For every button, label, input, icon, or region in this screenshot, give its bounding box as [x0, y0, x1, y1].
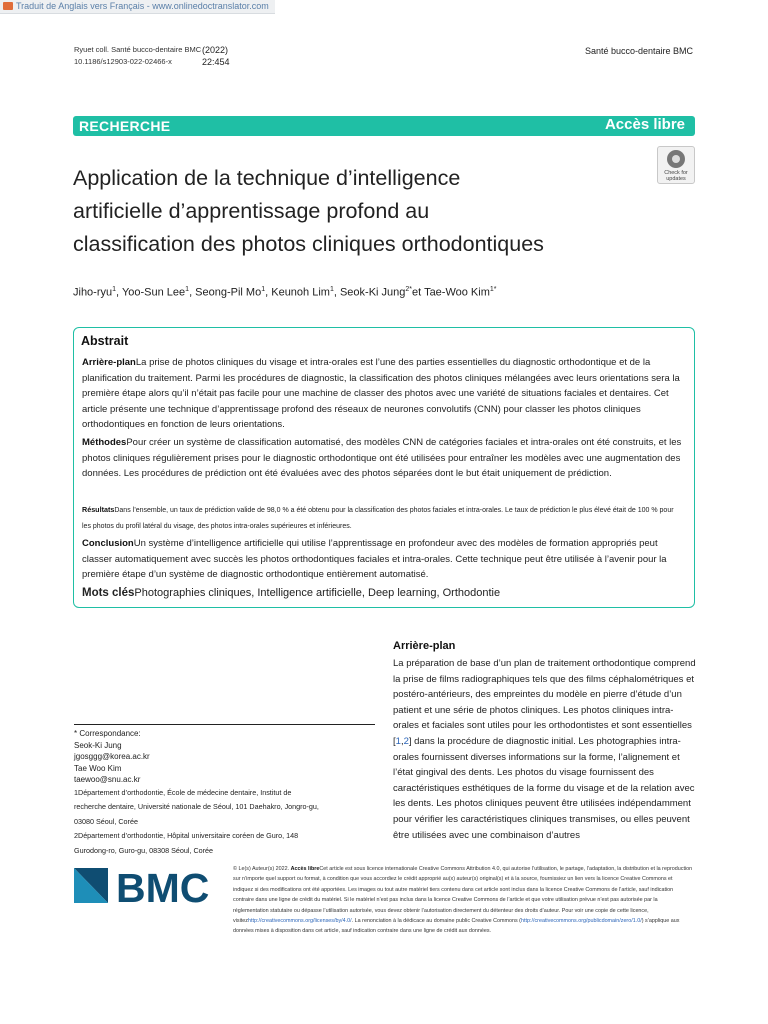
title-line: Application de la technique d’intelligence: [73, 166, 461, 190]
license-text: [233, 864, 693, 937]
contact-email[interactable]: taewoo@snu.ac.kr: [74, 775, 141, 785]
author-name[interactable]: , Keunoh Lim: [265, 286, 330, 299]
contact-name: Tae Woo Kim: [74, 763, 122, 773]
check-for-updates-badge[interactable]: [657, 146, 695, 184]
author-affiliation: 2*: [405, 286, 413, 293]
author-affiliation: 1: [112, 286, 117, 293]
author-list: [73, 286, 497, 299]
abstract-box: [73, 327, 695, 608]
license-link[interactable]: http://creativecommons.org/licenses/by/4.0/: [247, 918, 352, 925]
author-name[interactable]: , Seok-Ki Jung: [333, 286, 406, 299]
section-label: RECHERCHE: [79, 118, 171, 134]
abstract-conclusion: [82, 536, 682, 583]
translator-banner[interactable]: [0, 0, 275, 14]
abstract-methods-text: Pour créer un système de classification automatisé, des modèles CNN de catégories faciales et intra-orales ont été construits, et les photos cliniques régulièrement prises pour le diagnostic orthodontique ont été utilisées pour entraîner les modèles avec une augmentation des données. Les procédures de prédiction ont été évaluées avec des photos séparées dont le but était uniquement de prédiction.: [82, 437, 682, 480]
abstract-background-text: La prise de photos cliniques du visage et intra-orales est l’une des parties essentielles du diagnostic orthodontique et de la planification du traitement. Parmi les procédures de diagnostic, la classification des photos cliniques mélangées avec leurs orientations sera la première étape alors qu’il n’était pas facile pour une machine de classer des photos avec une variété de situations faciales et dentaires. Cet article présente une technique d’apprentissage profond des réseaux de neurones convolutifs (CNN) pour classer les photos cliniques orthodontiques en fonction de leurs orientations.: [82, 357, 680, 431]
contact-email[interactable]: jgosggg@korea.ac.kr: [74, 752, 150, 762]
abstract-methods: [82, 435, 682, 482]
license-open-access: Accès libre: [290, 866, 320, 872]
abstract-conclusion-label: Conclusion: [82, 538, 134, 549]
keywords-text: Photographies cliniques, Intelligence artificielle, Deep learning, Orthodontie: [134, 587, 501, 599]
affiliation-line: 03080 Séoul, Corée: [74, 816, 138, 826]
abstract-conclusion-text: Un système d’intelligence artificielle qui utilise l’apprentissage en profondeur avec des modèles de formation appropriés peut classer automatiquement avec succès les photos orthodontiques faciales et intra-orales. Cette technique peut être utilisée à l’avenir pour la première étape d’un système de diagnostic orthodontique entièrement automatisé.: [82, 538, 667, 581]
author-name[interactable]: , Yoo-Sun Lee: [116, 286, 186, 299]
keywords-label: Mots clés: [82, 587, 135, 599]
doi-text: 10.1186/s12903-022-02466-x: [74, 57, 172, 66]
public-domain-link[interactable]: http://creativecommons.org/publicdomain/zero/1.0/: [520, 918, 642, 925]
author-name[interactable]: et Tae-Woo Kim: [412, 286, 490, 299]
title-line: artificielle d’apprentissage profond au: [73, 199, 430, 223]
correspondence-label: * Correspondance:: [74, 729, 141, 738]
contact-name: Seok-Ki Jung: [74, 740, 122, 750]
reference-link[interactable]: 1: [395, 735, 401, 747]
title-line: classification des photos cliniques orthodontiques: [73, 232, 544, 256]
article-title: [73, 162, 633, 261]
background-heading: Arrière-plan: [393, 640, 456, 652]
check-badge-line: Check for: [664, 170, 688, 176]
section-banner: [73, 116, 695, 136]
background-text: ] dans la procédure de diagnostic initial. Les photographies intra-orales fournissent diverses informations sur la forme, l’alignement et l’état gingival des dents. Les photos du visage fournissent des caractéristiques esthétiques de la forme du visage et de la relation avec les dents. Les photos cliniques peuvent être utilisées indépendamment pour vérifier les caractéristiques cliniques transmises, ou elles peuvent être utilisées avec une combinaison d’autres: [393, 735, 695, 841]
abstract-results-label: Résultats: [82, 505, 115, 514]
abstract-background: [82, 355, 682, 433]
citation-text: Ryuet coll. Santé bucco-dentaire BMC: [74, 45, 202, 54]
author-affiliation: 1: [329, 286, 334, 293]
affiliation-line: 1Département d’orthodontie, École de médecine dentaire, Institut de: [74, 787, 292, 797]
license-body: ) s’applique aux données mises à disposition dans cet article, sauf indication contraire dans une ligne de crédit aux données.: [233, 918, 680, 935]
affiliation-line: Gurodong-ro, Guro-gu, 08308 Séoul, Corée: [74, 845, 214, 855]
abstract-methods-label: Méthodes: [82, 437, 127, 448]
citation-block: [74, 44, 230, 68]
abstract-results-text: Dans l’ensemble, un taux de prédiction valide de 98,0 % a été obtenu pour la classification des photos faciales et intra-orales. Le taux de prédiction le plus élevé était de 100 % pour les photos du profil latéral du visage, des photos intra-orales supérieures et inférieures.: [82, 507, 674, 530]
footnotes: [74, 728, 374, 858]
affiliation-line: 2Département d’orthodontie, Hôpital universitaire coréen de Guro, 148: [74, 831, 299, 841]
check-for-updates-icon: [667, 150, 685, 168]
check-badge-line: updates: [666, 176, 686, 182]
journal-name: Santé bucco-dentaire BMC: [584, 46, 693, 56]
translate-icon: [3, 2, 13, 10]
license-body: . La renonciation à la dédicace au domaine public Creative Commons (: [351, 918, 521, 925]
reference-link[interactable]: 2: [403, 735, 409, 747]
author-affiliation: 1*: [489, 286, 497, 293]
license-body: Cet article est sous licence internationale Creative Commons Attribution 4.0, qui autorise l’utilisation, le partage, l’adaptation, la distribution et la reproduction sur n’importe quel support ou format, à condition que vous accordiez le crédit approprié au(x) auteur(s) original(s) et à la source, fournissiez un lien vers la licence Creative Commons et indiquez si des modifications ont été apportées. Les images ou tout autre matériel tiers contenu dans cet article sont inclus dans la licence Creative Commons de l’article, sauf indication contraire dans une ligne de crédit du matériel. Si le matériel n’est pas inclus dans la licence Creative Commons de l’article et que votre utilisation prévue n’est pas autorisée par la réglementation statutaire ou dépasse l’utilisation autorisée, vous devez obtenir l’autorisation directement du détenteur des droits d’auteur. Pour voir une copie de cette licence, visitez: [233, 866, 693, 925]
bmc-logo: [74, 868, 213, 905]
background-paragraph: [393, 656, 698, 843]
abstract-title: Abstrait: [81, 334, 129, 348]
background-text: La préparation de base d’un plan de traitement orthodontique comprend la prise de films radiographiques tels que des films céphalométriques et postéro-antérieurs, des empreintes du modèle en pierre d’étude d’un patient et une série de photos cliniques. Les photos cliniques intra-orales et faciales sont utiles pour les orthodontistes et sont essentielles [: [393, 658, 696, 747]
affiliation-line: recherche dentaire, Université nationale de Séoul, 101 Daehakro, Jongro-gu,: [74, 802, 319, 812]
open-access-label: Accès libre: [604, 116, 685, 133]
author-name[interactable]: , Seong-Pil Mo: [189, 286, 262, 299]
footnote-divider: [74, 724, 375, 725]
author-affiliation: 1: [261, 286, 266, 293]
author-affiliation: 1: [185, 286, 190, 293]
abstract-results: [82, 502, 682, 534]
citation-year-volume: (2022) 22:454: [202, 45, 230, 67]
bmc-logo-text: BMC: [116, 868, 210, 905]
author-name[interactable]: Jiho-ryu: [73, 286, 113, 299]
license-copyright: © Le(s) Auteur(s) 2022.: [233, 866, 290, 872]
reference-separator: ,: [400, 735, 404, 747]
translator-label: Traduit de Anglais vers Français - www.onlinedoctranslator.com: [16, 1, 269, 11]
abstract-background-label: Arrière-plan: [82, 357, 136, 368]
keywords: [82, 587, 500, 599]
